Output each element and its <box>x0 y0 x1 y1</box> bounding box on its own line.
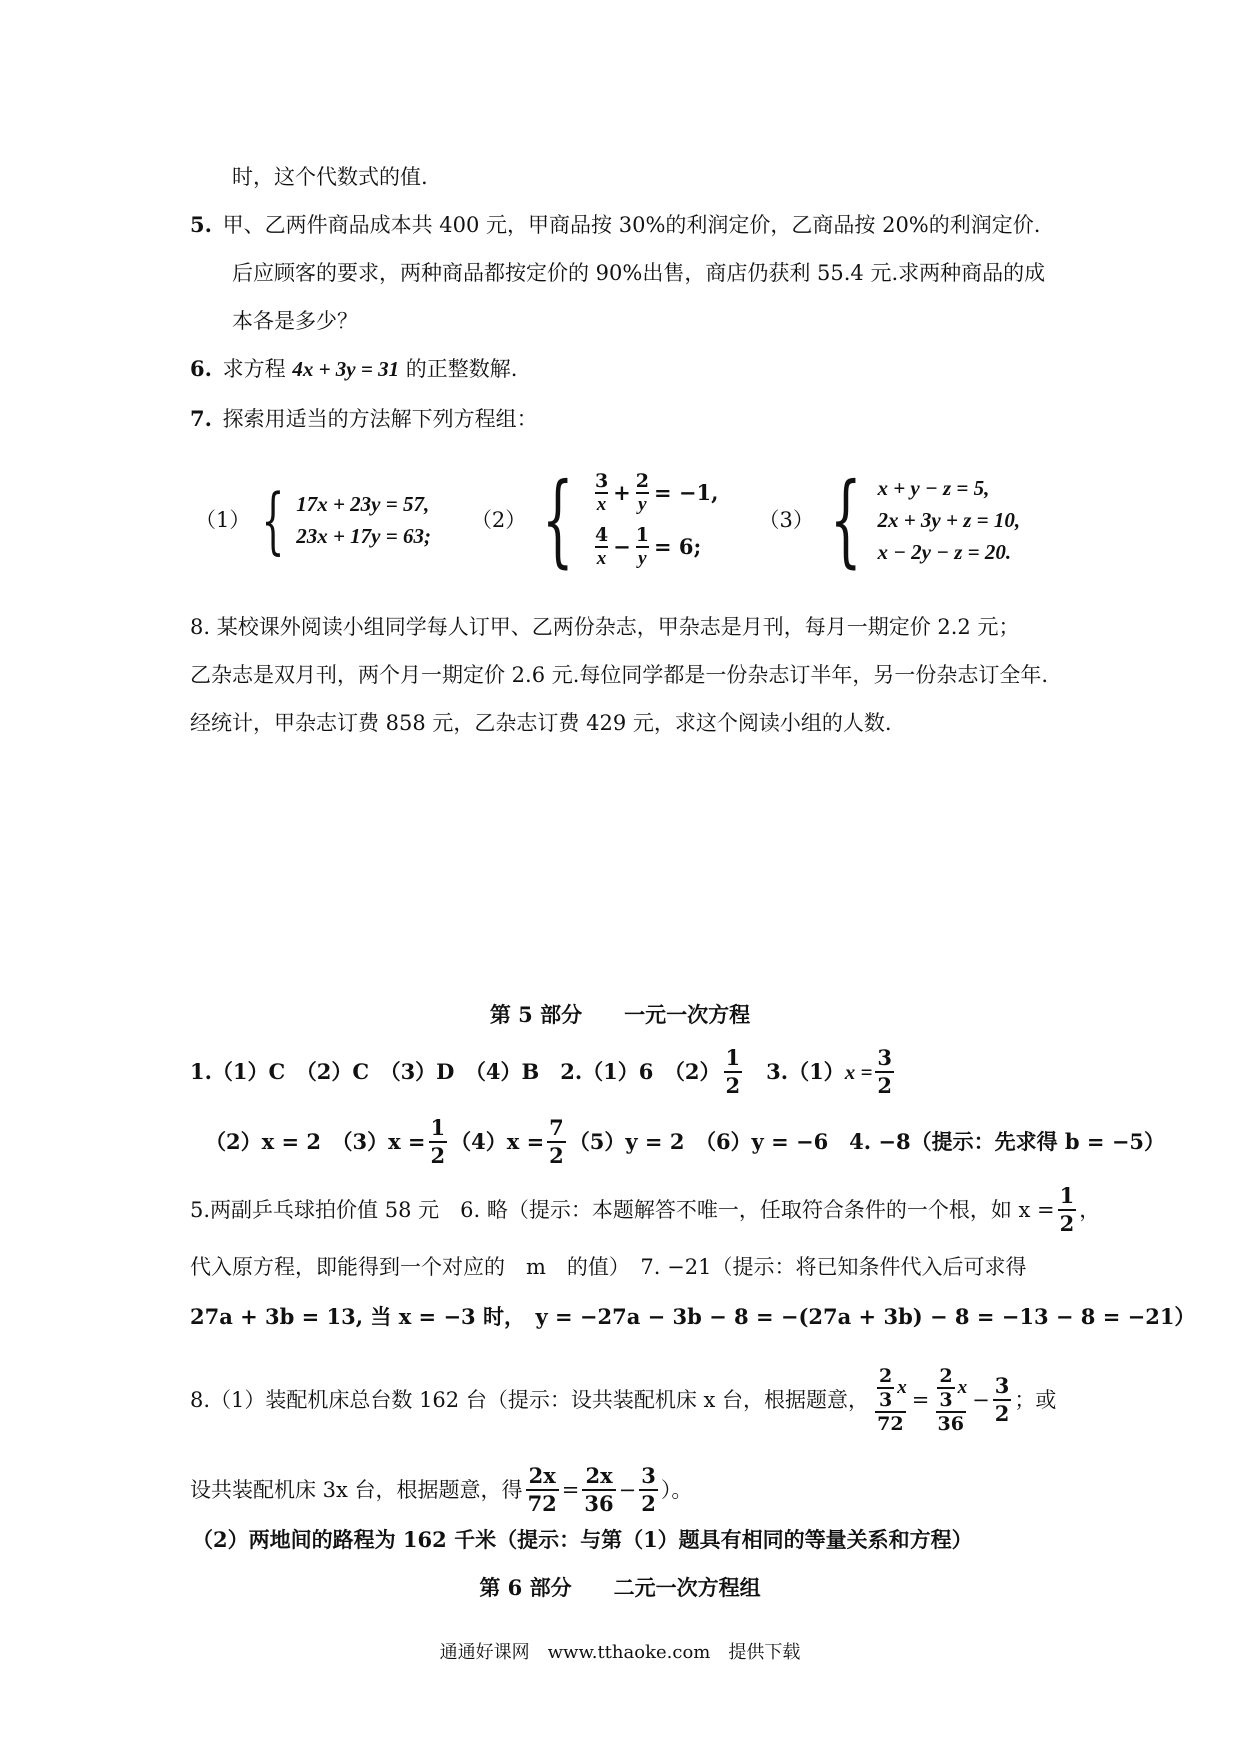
q6-line <box>190 354 517 384</box>
q7-number: 7. <box>190 406 212 431</box>
q8-line3: 经统计，甲杂志订费 858 元，乙杂志订费 429 元，求这个阅读小组的人数. <box>190 711 892 735</box>
system2-label: （2） <box>470 508 527 532</box>
ans-line7: 设共装配机床 3x 台，根据题意，得 $\frac{2x}{72}$ = $\frac{2x}{36}$ − $\frac{3}{2}$ ）。 <box>190 1463 693 1516</box>
footer: 通通好课网 www.tthaoke.com 提供下载 <box>439 1642 801 1663</box>
q7-systems <box>195 455 1020 585</box>
system3-brace: { <box>829 461 862 578</box>
system1-brace: { <box>261 478 285 562</box>
ans-line6: 8.（1）装配机床总台数 162 台（提示：设共装配机床 x 台，根据题意， $\frac{2}{3}$ x 72 = $\frac{2}{3}$ x 36 − $\frac{3}{2}$ ；或 <box>190 1365 1057 1435</box>
system1-eq1: 17x + 23y = 57, <box>296 492 430 516</box>
ans-line5: 27a + 3b = 13, 当 x = −3 时， y = −27a − 3b − 8 = −(27a + 3b) − 8 = −13 − 8 = −21） <box>190 1304 1196 1329</box>
system2-eq2: $\frac{4}{x}$ − $\frac{1}{y}$ = 6; <box>594 524 702 569</box>
system3-eq3: x − 2y − z = 20. <box>877 540 1012 564</box>
system1 <box>296 488 431 552</box>
q7-line <box>190 404 538 434</box>
system2-brace: { <box>542 461 575 578</box>
nested-fraction-2: $\frac{2}{3}$ x 36 <box>937 1365 968 1435</box>
nested-fraction-1: $\frac{2}{3}$ x 72 <box>877 1365 907 1435</box>
q5-line2: 后应顾客的要求，两种商品都按定价的 90%出售，商店仍获利 55.4 元.求两种商品的成 <box>232 261 1046 285</box>
q5-line1 <box>190 210 1040 240</box>
system1-eq2: 23x + 17y = 63; <box>296 524 431 548</box>
q6-post: 的正整数解. <box>399 357 518 381</box>
q5-number: 5. <box>190 212 212 237</box>
continuation-line: 时，这个代数式的值. <box>232 165 428 189</box>
system3 <box>877 472 1020 568</box>
section5-heading: 第 5 部分 一元一次方程 <box>489 1002 751 1027</box>
ans-line3: 5.两副乒乓球拍价值 58 元 6. 略（提示：本题解答不唯一，任取符合条件的一个根，如 x = $\frac{1}{2}$ ， <box>190 1183 1101 1236</box>
q5-line3: 本各是多少？ <box>232 309 358 333</box>
q7-text: 探索用适当的方法解下列方程组： <box>222 407 538 431</box>
ans-line1: 1.（1）C （2）C （3）D （4）B 2.（1）6 （2） $\frac{1}{2}$ 3.（1） x = $\frac{3}{2}$ <box>190 1045 893 1098</box>
ans-line8: （2）两地间的路程为 162 千米（提示：与第（1）题具有相同的等量关系和方程） <box>192 1527 973 1552</box>
system1-label: （1） <box>195 508 251 532</box>
ans-line2: （2）x = 2 （3）x = $\frac{1}{2}$ （4）x = $\frac{7}{2}$ （5）y = 2 （6）y = −6 4. −8（提示：先求得 b = −5） <box>205 1115 1166 1168</box>
q8-line2: 乙杂志是双月刊，两个月一期定价 2.6 元.每位同学都是一份杂志订半年，另一份杂志订全年. <box>190 663 1049 687</box>
system3-eq1: x + y − z = 5, <box>877 476 990 500</box>
system3-eq2: 2x + 3y + z = 10, <box>877 508 1021 532</box>
system2 <box>590 470 719 570</box>
q6-number: 6. <box>190 356 212 381</box>
q5-text1: 甲、乙两件商品成本共 400 元，甲商品按 30%的利润定价，乙商品按 20%的利润定价. <box>222 213 1041 237</box>
system2-eq1: $\frac{3}{x}$ + $\frac{2}{y}$ = −1, <box>594 470 719 515</box>
q8-line1: 8. 某校课外阅读小组同学每人订甲、乙两份杂志，甲杂志是月刊，每月一期定价 2.2 元； <box>190 615 1020 639</box>
system3-label: （3） <box>758 508 814 532</box>
q6-equation: 4x + 3y = 31 <box>292 357 400 381</box>
ans-line4: 代入原方程，即能得到一个对应的 m 的值） 7. −21（提示：将已知条件代入后可求得 <box>190 1255 1027 1279</box>
q6-pre: 求方程 <box>222 357 293 381</box>
section6-heading: 第 6 部分 二元一次方程组 <box>479 1575 761 1600</box>
